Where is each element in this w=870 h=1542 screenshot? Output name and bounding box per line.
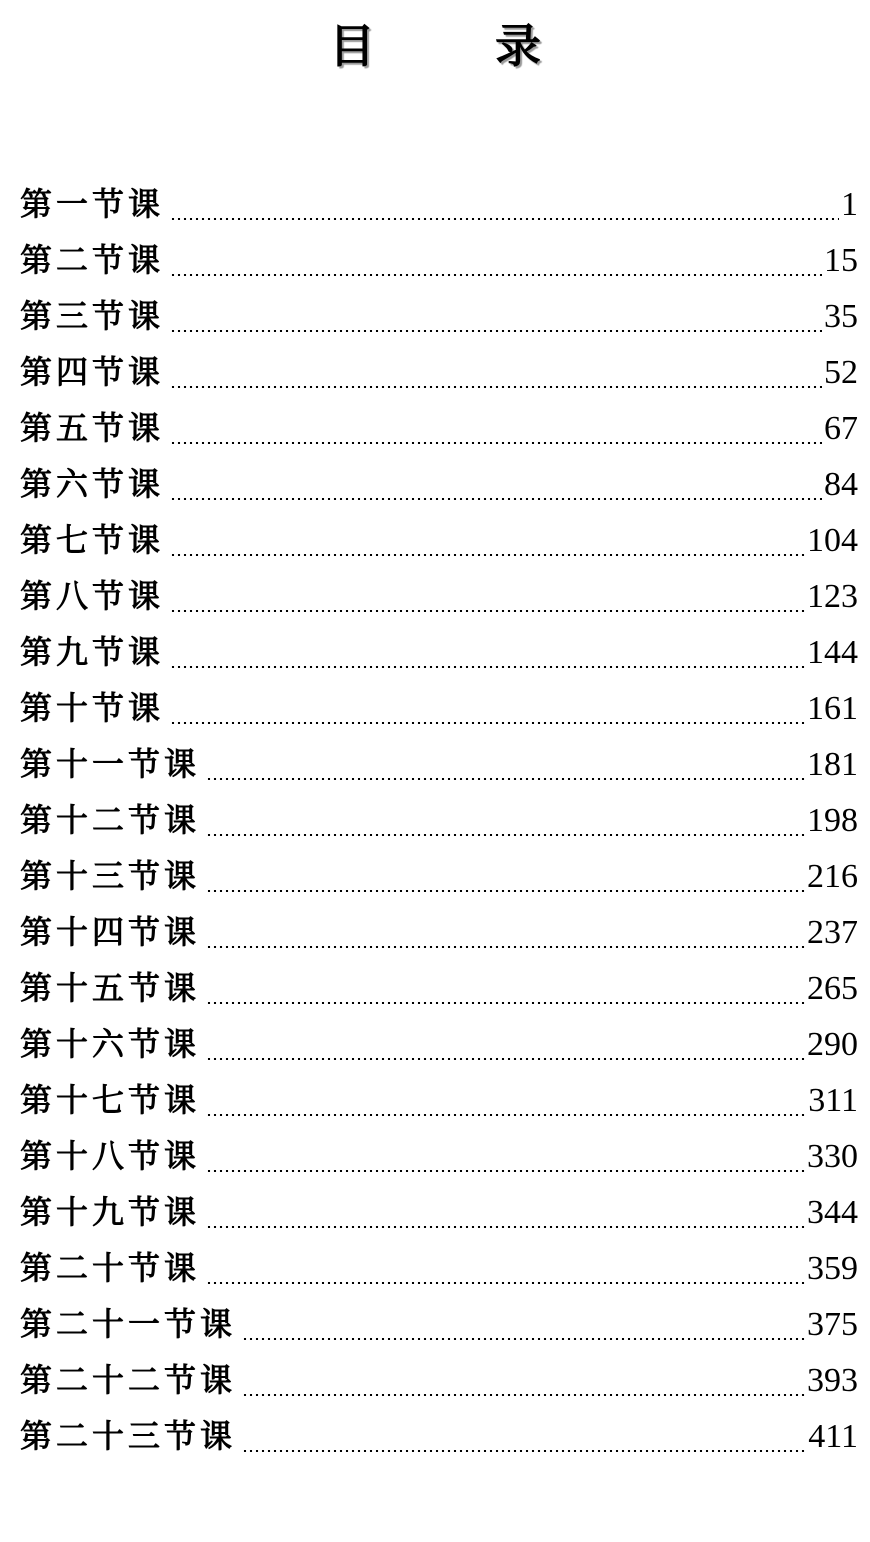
- dot-leader: [206, 1170, 805, 1172]
- toc-entry[interactable]: [20, 1408, 858, 1464]
- toc-entry-label: 第二十一节课: [20, 1305, 237, 1343]
- dot-leader: [206, 834, 805, 836]
- toc-entry[interactable]: [20, 624, 858, 680]
- toc-entry[interactable]: [20, 568, 858, 624]
- toc-entry-label: 第二十节课: [20, 1249, 201, 1287]
- dot-leader: [206, 946, 805, 948]
- toc-entry-page: 161: [807, 690, 858, 727]
- dot-leader: [170, 386, 822, 388]
- toc-entry-label: 第十三节课: [20, 857, 201, 895]
- dot-leader: [170, 554, 805, 556]
- toc-entry-page: 393: [807, 1362, 858, 1399]
- toc-entry-label: 第十六节课: [20, 1025, 201, 1063]
- toc-entry-page: 198: [807, 802, 858, 839]
- toc-entry-label: 第十九节课: [20, 1193, 201, 1231]
- dot-leader: [170, 666, 805, 668]
- toc-entry-label: 第十二节课: [20, 801, 201, 839]
- toc-entry-label: 第六节课: [20, 465, 165, 503]
- toc-entry-page: 1: [841, 186, 858, 223]
- dot-leader: [206, 890, 805, 892]
- toc-entry-label: 第五节课: [20, 409, 165, 447]
- toc-entry[interactable]: [20, 288, 858, 344]
- dot-leader: [206, 1002, 805, 1004]
- toc-entry-label: 第十四节课: [20, 913, 201, 951]
- dot-leader: [206, 1114, 806, 1116]
- toc-entry[interactable]: [20, 232, 858, 288]
- toc-entry[interactable]: [20, 1352, 858, 1408]
- toc-entry-label: 第十七节课: [20, 1081, 201, 1119]
- toc-entry[interactable]: [20, 1128, 858, 1184]
- toc-entry[interactable]: [20, 344, 858, 400]
- toc-entry[interactable]: [20, 1072, 858, 1128]
- toc-entry-page: 330: [807, 1138, 858, 1175]
- toc-entry-page: 375: [807, 1306, 858, 1343]
- toc-entry[interactable]: [20, 512, 858, 568]
- toc-entry[interactable]: [20, 1184, 858, 1240]
- toc-entry-page: 35: [824, 298, 858, 335]
- toc-entry-page: 265: [807, 970, 858, 1007]
- dot-leader: [206, 778, 805, 780]
- toc-entry-label: 第二节课: [20, 241, 165, 279]
- page-title: 目 录: [328, 19, 593, 73]
- dot-leader: [170, 498, 822, 500]
- dot-leader: [170, 330, 822, 332]
- toc-entry[interactable]: [20, 904, 858, 960]
- toc-entry-label: 第二十三节课: [20, 1417, 237, 1455]
- toc-entry-label: 第三节课: [20, 297, 165, 335]
- toc-entry-label: 第二十二节课: [20, 1361, 237, 1399]
- dot-leader: [206, 1226, 805, 1228]
- toc-entry-page: 181: [807, 746, 858, 783]
- toc-entry-page: 144: [807, 634, 858, 671]
- dot-leader: [170, 722, 805, 724]
- toc-entry-label: 第七节课: [20, 521, 165, 559]
- toc-entry-page: 15: [824, 242, 858, 279]
- toc-entry[interactable]: [20, 736, 858, 792]
- toc-entry[interactable]: [20, 792, 858, 848]
- toc-entry[interactable]: [20, 680, 858, 736]
- toc-entry-page: 123: [807, 578, 858, 615]
- toc-entry[interactable]: [20, 1240, 858, 1296]
- toc-entry[interactable]: [20, 848, 858, 904]
- toc-entry-label: 第十五节课: [20, 969, 201, 1007]
- toc-entry-page: 67: [824, 410, 858, 447]
- toc-entry-page: 344: [807, 1194, 858, 1231]
- toc-entry[interactable]: [20, 1016, 858, 1072]
- toc-entry-page: 411: [808, 1418, 858, 1455]
- toc-entry[interactable]: [20, 456, 858, 512]
- toc-entry-label: 第十八节课: [20, 1137, 201, 1175]
- dot-leader: [170, 274, 822, 276]
- dot-leader: [206, 1058, 805, 1060]
- toc-entry-page: 311: [808, 1082, 858, 1119]
- toc-entry-page: 216: [807, 858, 858, 895]
- toc-entry-page: 237: [807, 914, 858, 951]
- dot-leader: [242, 1394, 805, 1396]
- toc-entry-label: 第一节课: [20, 185, 165, 223]
- toc-entry[interactable]: [20, 400, 858, 456]
- dot-leader: [206, 1282, 805, 1284]
- dot-leader: [242, 1338, 805, 1340]
- toc-entry-label: 第九节课: [20, 633, 165, 671]
- dot-leader: [170, 442, 822, 444]
- toc-entry[interactable]: [20, 176, 858, 232]
- toc-entry-page: 52: [824, 354, 858, 391]
- toc-entry-page: 290: [807, 1026, 858, 1063]
- toc-entry[interactable]: [20, 960, 858, 1016]
- toc-entry-page: 359: [807, 1250, 858, 1287]
- table-of-contents: [20, 176, 858, 1464]
- dot-leader: [170, 610, 805, 612]
- toc-entry-label: 第十节课: [20, 689, 165, 727]
- toc-entry-label: 第四节课: [20, 353, 165, 391]
- dot-leader: [170, 218, 839, 220]
- toc-entry-label: 第十一节课: [20, 745, 201, 783]
- toc-entry-label: 第八节课: [20, 577, 165, 615]
- toc-entry[interactable]: [20, 1296, 858, 1352]
- toc-entry-page: 84: [824, 466, 858, 503]
- toc-entry-page: 104: [807, 522, 858, 559]
- dot-leader: [242, 1450, 806, 1452]
